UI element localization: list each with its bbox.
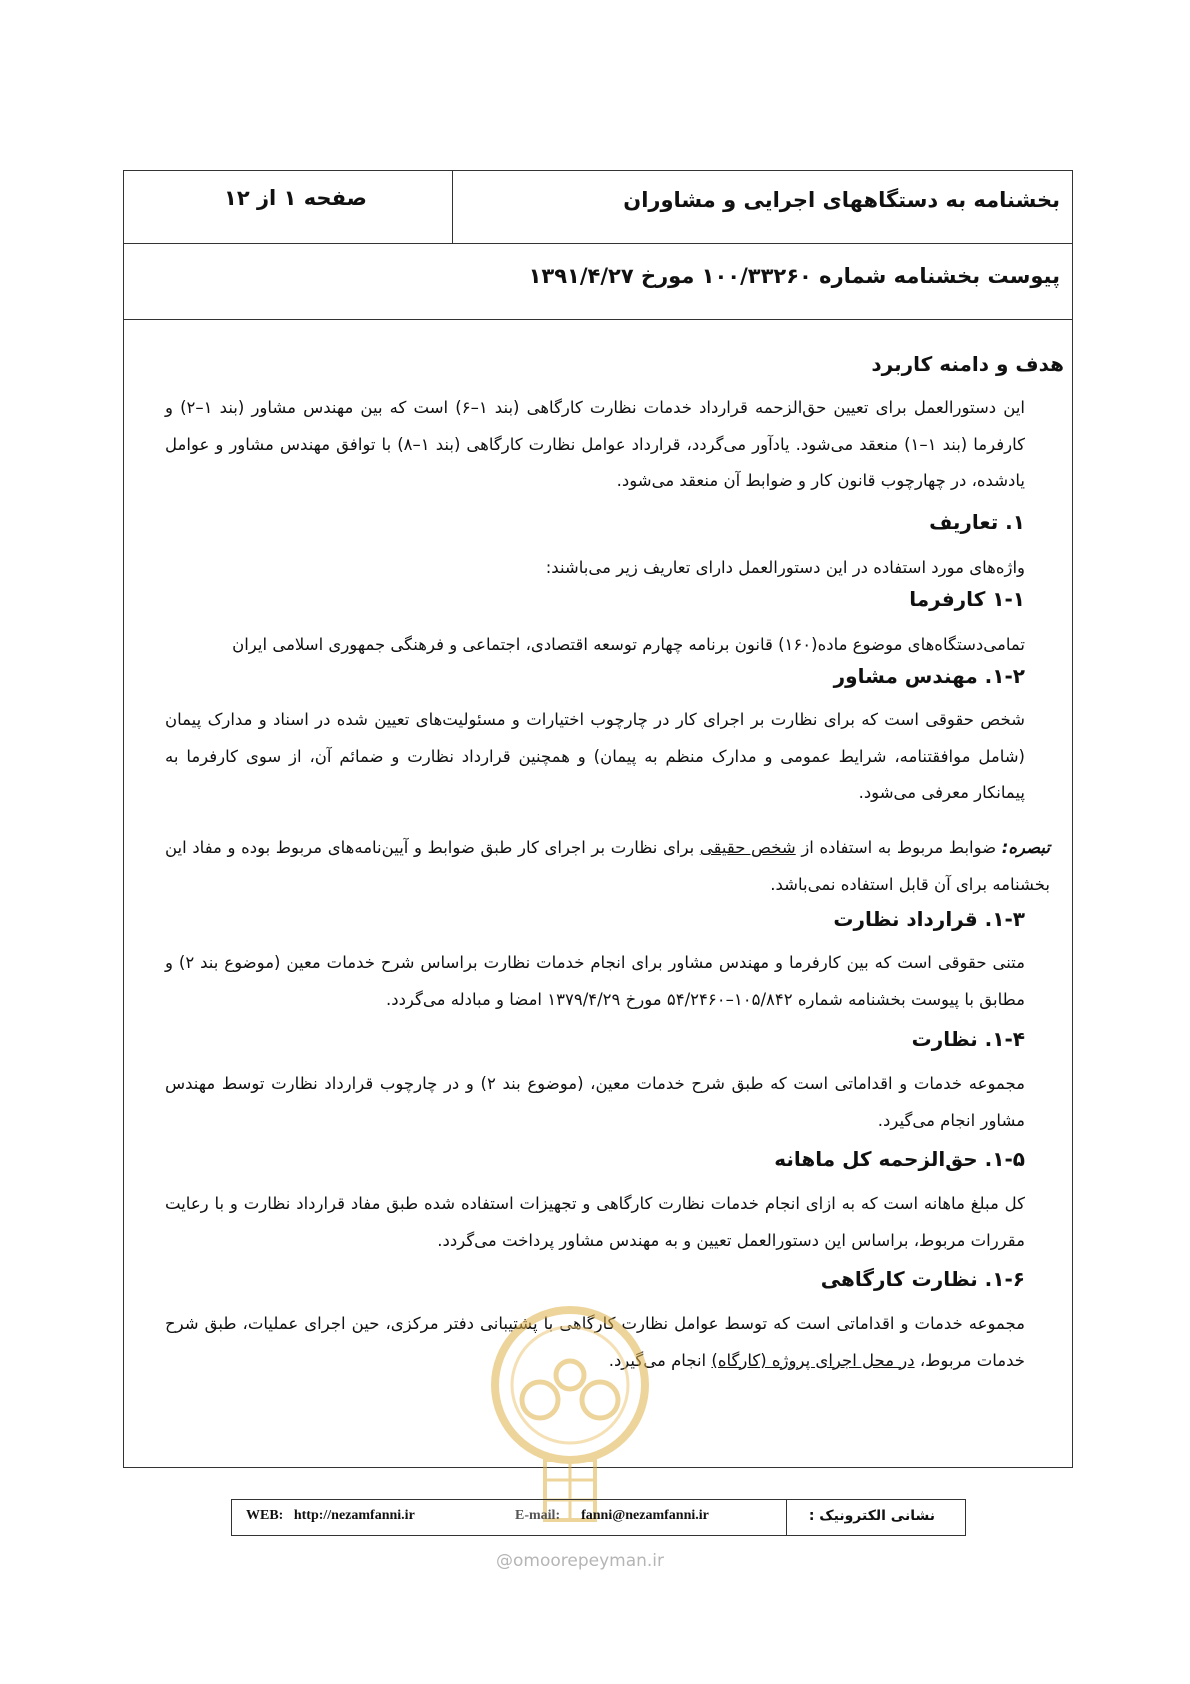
supervision-paragraph: مجموعه خدمات و اقداماتی است که طبق شرح خدمات معین، (موضوع بند ۲) و در چارچوب قرارداد نظارت توسط مهندس مشاور انجام می‌گیرد. xyxy=(165,1074,1025,1130)
site-supervision-heading: ۱-۶. نظارت کارگاهی xyxy=(820,1267,1025,1291)
email-label: E-mail: xyxy=(515,1508,561,1523)
contact-footer xyxy=(231,1499,966,1536)
employer-heading: ۱-۱ کارفرما xyxy=(909,587,1025,611)
note-paragraph xyxy=(165,830,1050,903)
monthly-fee-heading: ۱-۵. حق‌الزحمه کل ماهانه xyxy=(774,1147,1025,1171)
definitions-intro: واژه‌های مورد استفاده در این دستورالعمل دارای تعاریف زیر می‌باشند: xyxy=(545,558,1025,577)
contract-paragraph: متنی حقوقی است که بین کارفرما و مهندس مشاور برای انجام خدمات نظارت براساس شرح خدمات معین (موضوع بند ۲) و مطابق با پیوست بخشنامه شماره ۱۰۵/۸۴۲–۵۴/۲۴۶۰ مورخ ۱۳۷۹/۴/۲۹ امضا و مبادله می‌گردد. xyxy=(165,953,1025,1009)
definitions-heading: ۱. تعاریف xyxy=(929,510,1025,534)
header-row xyxy=(124,171,1072,244)
note-label: تبصره: xyxy=(1001,838,1051,857)
supervision-heading: ۱-۴. نظارت xyxy=(911,1027,1025,1051)
page-number: صفحه ۱ از ۱۲ xyxy=(224,186,367,210)
header-title: بخشنامه به دستگاههای اجرایی و مشاوران xyxy=(623,188,1060,212)
seal-watermark-icon xyxy=(485,1280,655,1530)
note-text-rest: برای نظارت بر اجرای کار طبق ضوابط و آیین‌نامه‌های مربوط بوده و مفاد این بخشنامه برای آن قابل استفاده نمی‌باشد. xyxy=(165,838,1050,894)
web-link[interactable]: http://nezamfanni.ir xyxy=(293,1508,415,1523)
attachment-title: پیوست بخشنامه شماره ۱۰۰/۳۳۲۶۰ مورخ ۱۳۹۱/۴/۲۷ xyxy=(528,264,1060,288)
consultant-paragraph: شخص حقوقی است که برای نظارت بر اجرای کار در چارچوب اختیارات و مسئولیت‌های تعیین شده در اسناد و مدارک پیمان (شامل موافقتنامه، شرایط عمومی و مدارک منظم به پیمان) و همچنین قرارداد نظارت و ضمائم آن، از سوی کارفرما به پیمانکار معرفی می‌شود. xyxy=(165,710,1025,802)
site-text: مجموعه خدمات و اقداماتی است که توسط عوامل نظارت کارگاهی با پشتیبانی دفتر مرکزی، حین اجرای عملیات، طبق شرح خدمات مربوط، xyxy=(165,1314,1025,1370)
goal-heading: هدف و دامنه کاربرد xyxy=(871,352,1064,376)
note-text: ضوابط مربوط به استفاده از xyxy=(795,838,1002,857)
watermark-text: @omoorepeyman.ir xyxy=(496,1551,665,1571)
email-link[interactable]: fanni@nezamfanni.ir xyxy=(581,1508,709,1523)
site-underlined: در محل اجرای پروژه (کارگاه) xyxy=(711,1350,915,1370)
web-field xyxy=(246,1508,415,1524)
site-text-rest: انجام می‌گیرد. xyxy=(608,1350,712,1370)
monthly-fee-paragraph: کل مبلغ ماهانه است که به ازای انجام خدمات نظارت کارگاهی و تجهیزات استفاده شده طبق مفاد قرارداد نظارت و با رعایت مقررات مربوط، براساس این دستورالعمل تعیین و به مهندس مشاور پرداخت می‌گردد. xyxy=(165,1194,1025,1250)
footer-divider xyxy=(786,1500,787,1535)
contract-heading: ۱-۳. قرارداد نظارت xyxy=(833,907,1025,931)
address-label: نشانی الکترونیک : xyxy=(808,1508,935,1524)
web-label: WEB: xyxy=(246,1508,284,1523)
email-field xyxy=(515,1508,709,1524)
attachment-row xyxy=(124,244,1072,320)
employer-paragraph: تمامی‌دستگاه‌های موضوع ماده(۱۶۰) قانون برنامه چهارم توسعه اقتصادی، اجتماعی و فرهنگی جمهوری اسلامی ایران xyxy=(232,635,1025,654)
header-divider xyxy=(452,171,453,244)
note-underlined: شخص حقیقی xyxy=(699,838,796,857)
consultant-heading: ۱-۲. مهندس مشاور xyxy=(833,664,1025,688)
goal-paragraph: این دستورالعمل برای تعیین حق‌الزحمه قرارداد خدمات نظارت کارگاهی (بند ۱–۶) است که بین مهندس مشاور (بند ۱–۲) و کارفرما (بند ۱–۱) منعقد می‌شود. یادآور می‌گردد، قرارداد عوامل نظارت کارگاهی (بند ۱–۸) با توافق مهندس مشاور و عوامل یادشده، در چهارچوب قانون کار و ضوابط آن منعقد می‌شود. xyxy=(165,398,1026,490)
